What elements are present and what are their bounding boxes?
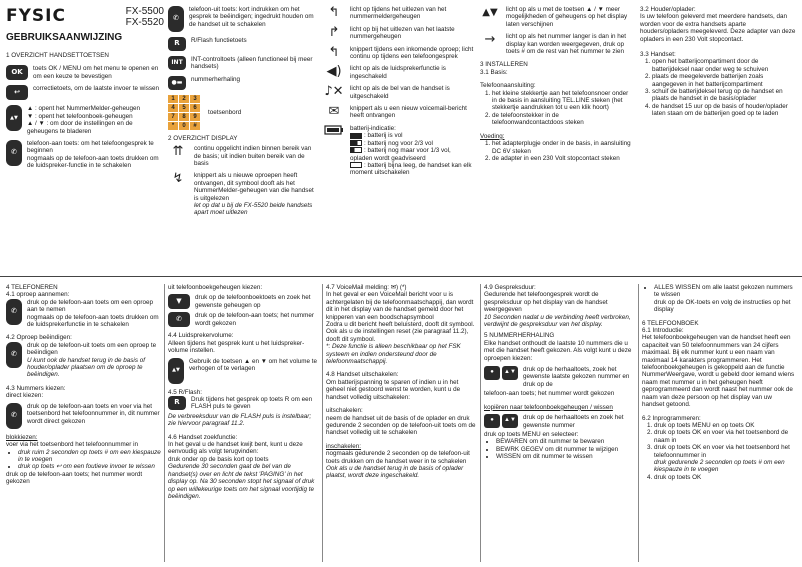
list-item: 1. het adapterplugje onder in de basis, in aansluiting DC 6V steken	[492, 140, 632, 155]
display-item	[324, 105, 474, 120]
section-3-1-heading: 3.1 Basis:	[480, 68, 508, 76]
block-dial-end: druk op de telefoon-aan toets; het nummer wordt gekozen	[6, 470, 143, 486]
section-4-9-heading: 4.9 Gespreksduur:	[484, 284, 536, 291]
signal-icon: ⇈	[172, 144, 184, 160]
block-dial-heading: blokkiezen:	[6, 433, 38, 441]
flash-text: Druk tijdens het gesprek op toets R om een FLASH puls te geven	[191, 396, 313, 411]
paging-text: In het geval u de handset kwijt bent, kunt u deze eenvoudig als volgt terugvinden: druk onder op de basis kort op toets	[168, 441, 303, 463]
direct-dial-text: druk op de telefoon-aan toets en voer via het toetsenbord het telefoonnummer in, dit nummer wordt direct gekozen	[27, 402, 160, 425]
section-4-5-heading: 4.5 R/Flash:	[168, 388, 202, 396]
display-note: let op dat u bij de FX-5520 beide handsets apart moet uitlezen	[194, 202, 313, 217]
key-desc: R/Flash functietoets	[191, 37, 247, 44]
display-item	[324, 26, 474, 41]
hangup-key-icon: ✆	[6, 342, 22, 368]
r-flash-key-icon: R	[168, 37, 186, 51]
key-desc: telefoon-uit toets: kort indrukken om het gesprek te beëindigen; ingedrukt houden om de handset uit te schakelen	[189, 6, 314, 28]
redial-step-text: druk op de herhaaltoets, zoek het gewenste laatste gekozen nummer en druk op de	[523, 366, 630, 388]
answer-text: druk op de telefoon-aan toets om een oproep aan te nemen nogmaals op de telefoon-aan toets drukken om de luidsprekerfunctie in te schakelen	[27, 298, 159, 329]
phonebook-dial-heading: uit telefoonboekgeheugen kiezen:	[168, 284, 263, 291]
section-4-4-heading: 4.4 Luidsprekervolume:	[168, 332, 234, 340]
battery-title: batterij-indicatie:	[350, 124, 396, 132]
display-desc: licht op als u met de toetsen ▲ / ▼ meer mogelijkheden of geheugens op het display laten verschijnen	[506, 6, 628, 28]
step-note: druk gedurende 2 seconden op toets # om een kiespauze in te voegen	[654, 458, 785, 474]
redial-key-icon: ●	[484, 414, 500, 428]
section-4-2-heading: 4.2 Oproep beëindigen:	[6, 334, 72, 342]
section-4-3-heading: 4.3 Nummers kiezen:	[6, 384, 66, 392]
bottom-column-2	[168, 284, 320, 564]
key-desc: INT-controltoets (alleen functioneel bij meer handsets)	[191, 56, 313, 71]
nav-key-icon: ▲▼	[502, 414, 518, 428]
ringer-off-icon: ♪✕	[324, 84, 344, 100]
program-steps	[642, 422, 796, 481]
battery-line-text: : batterij nog voor 2/3 vol	[364, 139, 433, 147]
flash-note: De verbreeksduur van de FLASH puls is instelbaar; zie hiervoor paragraaf 11.2.	[168, 412, 312, 428]
keypad-key: 3	[190, 95, 200, 103]
display-desc: continu opgelicht indien binnen bereik van de basis; uit indien buiten bereik van de basis	[194, 145, 312, 168]
direct-dial	[6, 403, 161, 429]
redial-key-icon: ●▬	[168, 76, 186, 90]
section-4-6-heading: 4.6 Handset zoekfunctie:	[168, 433, 238, 441]
copy-menu-text: druk op toets MENU en selecteer:	[484, 430, 579, 438]
battery-line-text: : batterij nog maar voor 1/3 vol, opladen wordt geadviseerd	[350, 147, 451, 162]
end-call-text: druk op de telefoon-uit toets om een oproep te beëindigen	[27, 341, 157, 357]
display-signal	[168, 145, 318, 167]
page-divider	[0, 276, 802, 277]
keypad-key: 6	[190, 104, 200, 112]
list-item: • BEWRK GEGEV om dit nummer te wijzigen	[496, 446, 634, 453]
page-title: GEBRUIKSAANWIJZING	[6, 32, 123, 43]
duration-note: 10 Seconden nadat u de verbinding heeft verbroken, verdwijnt de gespreksduur van het display.	[484, 313, 631, 329]
keypad-row	[168, 95, 318, 130]
keypad-key: 5	[179, 104, 189, 112]
speaker-icon: ◀)	[326, 64, 342, 80]
block-dial-bullets	[6, 449, 161, 471]
keypad-key: 0	[179, 122, 189, 130]
list-item: 2. de adapter in een 230 Volt stopcontact steken	[492, 155, 632, 162]
display-desc: licht op als het nummer langer is dan in het display kan worden weergegeven, druk op toets # om de rest van het nummer te zien	[506, 33, 627, 56]
display-desc: licht op bij het uitlezen van het laatste nummergeheugen	[350, 25, 455, 41]
list-item: 4. druk op toets OK	[654, 474, 796, 481]
display-desc: licht op als de bel van de handset is uitgeschakeld	[350, 85, 450, 100]
key-desc: ▲ : opent het NummerMelder-geheugen ▼ : opent het telefoonboek-geheugen ▲ / ▼ : om door de instellingen en de geheugens te bladeren	[27, 105, 140, 135]
display-desc: knippert als u nieuwe oproepen heeft ontvangen, dit symbool dooft als het NummerMelder-geheugen van die handset is uitgelezen	[194, 172, 314, 202]
clear-all-followup	[642, 299, 796, 314]
hangup-key-icon: ✆	[168, 6, 184, 32]
volume-text: Alleen tijdens het gesprek kunt u het luidspreker-volume instellen.	[168, 339, 305, 355]
missed-call-icon: ↯	[172, 171, 184, 187]
key-desc: nummerherhaling	[191, 75, 241, 83]
key-r-flash	[168, 37, 318, 51]
display-desc-wrap	[194, 172, 318, 216]
list-item: • BEWAREN om dit nummer te bewaren	[496, 438, 634, 445]
battery-indicator	[324, 125, 474, 177]
section-4-heading: 4 TELEFONEREN	[6, 284, 58, 291]
key-desc: correctietoets, om de laatste invoer te wissen	[33, 85, 159, 93]
display-desc: licht op als de luidsprekerfunctie is ingeschakeld	[350, 65, 446, 80]
display-desc: licht op tijdens het uitlezen van het nummermeldergeheugen	[350, 6, 447, 21]
section-4-1-heading: 4.1 oproep aannemen:	[6, 291, 70, 299]
section-1-heading: 1 OVERZICHT HANDSETTOETSEN	[6, 52, 109, 59]
direct-dial-heading: direct kiezen:	[6, 392, 44, 400]
step-text: druk op de telefoon-aan toets; het nummer wordt gekozen	[195, 312, 315, 327]
display-item-nav	[480, 6, 632, 28]
nav-key-icon: ▲▼	[502, 366, 518, 380]
switch-off-text: neem de handset uit de basis of de oplader en druk gedurende 2 seconden op de telefoon-uit toets om de handset volledig uit te schakelen	[326, 414, 476, 437]
section-2-heading: 2 OVERZICHT DISPLAY	[168, 134, 238, 142]
bottom-column-4	[484, 284, 634, 564]
display-missed-call	[168, 172, 318, 216]
section-6-2-heading: 6.2 Inprogrammeren:	[642, 414, 701, 422]
clear-all-bullet	[642, 284, 796, 299]
column-divider	[164, 284, 165, 562]
column-4	[480, 6, 632, 268]
section-3-2-text: Is uw telefoon geleverd met meerdere handsets, dan worden voor de extra handsets aparte houders/opladers meegeleverd. Deze adapter van deze opladers in een 230 Volt stopcontact.	[640, 13, 796, 43]
battery-line-two-thirds	[350, 140, 474, 147]
switch-on-heading: inschakelen:	[326, 442, 362, 450]
int-key-icon: INT	[168, 56, 186, 70]
incoming-call-icon: ↰	[328, 44, 340, 60]
model-numbers	[126, 6, 164, 28]
battery-one-third-icon	[350, 147, 362, 153]
phonebook-dial-step2	[168, 312, 320, 327]
section-3-heading: 3 INSTALLEREN	[480, 61, 528, 69]
key-desc: telefoon-aan toets: om het telefoongesprek te beginnen nogmaals op de telefoon-aan toets drukken om de luidspreker-functie in te schakelen	[27, 140, 159, 170]
arrow-right-icon: →	[484, 32, 496, 48]
bottom-column-5	[642, 284, 796, 564]
keypad-key: 2	[179, 95, 189, 103]
nav-key-icon: ▲▼	[6, 105, 22, 131]
display-item	[324, 65, 474, 80]
voicemail-text: In het geval er een VoiceMail bericht voor u is achtergelaten bij de telefoonmaatschappij, dan wordt dit in het display van de handset gemeld door het knipperen van een boodschapsymbool Zodra u dit bericht heeft beluisterd, dooft dit symbool. Ook als u de instellingen reset (zie paragraaf 11.2), dooft dit symbool.	[326, 291, 475, 343]
redial-keys	[484, 366, 518, 380]
section-3-3-heading: 3.3 Handset:	[640, 51, 676, 59]
handset-steps	[640, 58, 796, 117]
key-correction	[6, 85, 164, 100]
copy-step	[484, 414, 634, 429]
keypad-key: #	[190, 122, 200, 130]
switch-off-heading: uitschakelen:	[326, 407, 363, 415]
bottom-column-3	[326, 284, 478, 564]
switch-on-note: Ook als u de handset terug in de basis of oplader plaatst, wordt deze ingeschakeld.	[326, 464, 464, 480]
battery-desc-wrap	[350, 125, 474, 177]
list-item: 3. schuif de batterijdeksel terug op de handset en plaats de handset in de basis/oplader	[652, 88, 796, 103]
model-2: FX-5520	[125, 17, 164, 28]
nav-arrows-icon: ▲▼	[482, 7, 498, 18]
redial-step	[484, 366, 634, 388]
list-item: 2. de telefoonstekker in de telefoonwandcontactdoos steken	[492, 112, 632, 127]
power-steps	[480, 140, 632, 162]
key-ok-menu	[6, 65, 164, 80]
copy-step-text: druk op de herhaaltoets en zoek het gewenste nummer	[523, 414, 624, 429]
keypad-icon	[168, 95, 200, 130]
voeding-heading: Voeding:	[480, 132, 505, 140]
talk-key-icon: ✆	[6, 299, 22, 325]
talk-key-icon: ✆	[6, 140, 22, 166]
model-1: FX-5500	[125, 6, 164, 17]
column-divider	[480, 284, 481, 562]
step-text: druk op toets OK en voer via het toetsenbord het telefoonnummer in	[654, 444, 790, 459]
key-desc: toets OK / MENU om het menu te openen en om een keuze te bevestigen	[33, 65, 159, 80]
display-desc: knippert tijdens een inkomende oproep; licht continu op tijdens een telefoongesprek	[350, 45, 474, 61]
battery-line-empty	[350, 162, 474, 177]
column-2	[168, 6, 318, 268]
paging-note: Gedurende 30 seconden gaat de bel van de handset(s) over en licht de tekst 'PAGING' in het display op. Na 30 seconden stopt het signaal of druk op een willekeurige toets om het signaal voortijdig te beëindigen.	[168, 463, 315, 500]
key-redial	[168, 76, 318, 90]
key-talk	[6, 140, 164, 170]
battery-line-one-third	[350, 147, 474, 162]
duration-text: Gedurende het telefoongesprek wordt de gespreksduur op het display van de handset weergegeven	[484, 291, 608, 314]
copy-heading: kopiëren naar telefoonboekgeheugen / wissen	[484, 403, 613, 411]
talk-key-icon: ✆	[6, 403, 22, 429]
correction-key-icon: ↩	[6, 85, 28, 100]
nav-key-icon: ▲▼	[168, 358, 184, 384]
list-item: 2. druk op toets OK en voer via het toetsenbord de naam in	[654, 429, 796, 444]
battery-full-icon	[350, 133, 362, 139]
phonebook-dial-step1	[168, 294, 320, 309]
list-item: 1. open het batterijcompartiment door de batterijdeksel naar onder weg te schuiven	[652, 58, 796, 73]
key-navigation	[6, 105, 164, 135]
list-item: • ALLES WISSEN om alle laatst gekozen nummers te wissen	[654, 284, 796, 299]
volume-step	[168, 358, 320, 384]
display-item-arrow	[480, 33, 632, 55]
column-5	[640, 6, 796, 268]
column-divider	[322, 284, 323, 562]
volume-btn-text: Gebruik de toetsen ▲ en ▼ om het volume te verhogen of te verlagen	[189, 357, 317, 373]
display-desc: knippert als u een nieuw voicemail-bericht heeft ontvangen	[350, 105, 467, 120]
key-int	[168, 56, 318, 71]
column-divider	[638, 284, 639, 562]
list-item: • WISSEN om dit nummer te wissen	[496, 453, 634, 460]
keypad-key: 8	[179, 113, 189, 121]
column-3	[324, 6, 474, 268]
keypad-key: 7	[168, 113, 178, 121]
list-item	[654, 444, 796, 474]
battery-line-full	[350, 132, 474, 139]
list-item: • druk op toets ↩ om een foutieve invoer te wissen	[18, 463, 161, 470]
list-item: 2. plaats de meegeleverde batterijen zoals aangegeven in het batterijcompartiment	[652, 73, 796, 88]
key-hangup	[168, 6, 318, 32]
flash-step	[168, 396, 320, 411]
section-6-heading: 6 TELEFOONBOEK	[642, 319, 699, 327]
keypad-key: *	[168, 122, 178, 130]
voicemail-note: *: Deze functie is alleen beschikbaar op het FSK systeem en indien ondersteund door de telefoonmaatschappij.	[326, 343, 461, 366]
list-item: 1. het kleine stekkertje aan het telefoonsnoer onder in de basis in aansluiting TEL.LINE steken (het stekkertje aandrukken tot u een klik hoort)	[492, 90, 632, 112]
keypad-key: 4	[168, 104, 178, 112]
tel-steps	[480, 90, 632, 127]
block-dial-text: voer via het toetsenbord het telefoonnummer in	[6, 441, 138, 449]
battery-empty-icon	[350, 162, 362, 168]
redial-end: telefoon-aan toets; het nummer wordt gekozen	[484, 390, 615, 398]
battery-line-text: : batterij is vol	[364, 132, 403, 140]
section-4-8-heading: 4.8 Handset uitschakelen:	[326, 371, 399, 379]
phonebook-key-icon: ▼	[168, 294, 190, 309]
display-item	[324, 46, 474, 61]
redial-text: Elke handset onthoudt de laatste 10 nummers die u met die handset heeft gekozen. Als volgt kunt u deze oproepen kiezen:	[484, 339, 632, 362]
battery-line-text: : batterij bijna leeg, de handset kan elk moment uitschakelen	[350, 161, 472, 177]
copy-bullets	[484, 438, 634, 460]
keypad-key: 1	[168, 95, 178, 103]
phonebook-read-icon: ↱	[328, 24, 340, 40]
call-in-progress-icon: ↰	[328, 6, 340, 20]
section-4-7-heading: 4.7 VoiceMail melding: ✉) (*)	[326, 284, 407, 291]
end-call-wrap	[27, 342, 161, 379]
phonebook-intro-text: Het telefoonboekgeheugen van de handset heeft een capaciteit van 50 telefoonnummers van 24 cijfers maximaal. Bij elk nummer kunt u een naam van maximaal 14 karakters programmeren. Het telefoonboekgeheugen is gekoppeld aan de functie NummerWeergave, wordt u gebeld door iemand wiens naam met nummer u in het geheugen heeft geprogrammeerd dan wordt naast het nummer ook de naam van deze persoon op het display van uw handset getoond.	[642, 334, 795, 409]
r-flash-key-icon: R	[168, 396, 186, 410]
ok-menu-key-icon: OK	[6, 65, 28, 80]
list-item: druk op de OK-toets en volg de instructies op het display	[654, 298, 791, 314]
list-item: 1. druk op toets MENU en op toets OK	[654, 422, 796, 429]
answer-call	[6, 299, 161, 329]
keypad-label: toetsenbord	[208, 108, 242, 116]
switch-off-intro: Om batterijspanning te sparen of indien u in het geheel niet gestoord wenst te worden, kunt u de handset volledig uitschakelen:	[326, 378, 461, 401]
step-text: druk op de telefoonboektoets en zoek het gewenste geheugen op	[195, 294, 311, 309]
fysic-logo: FYSIC	[6, 6, 66, 26]
voicemail-icon: ✉	[328, 104, 340, 120]
list-item: 4. de handset 15 uur op de basis of houder/oplader laten staan om de batterijen goed op te laden	[652, 103, 796, 118]
list-item: • druk ruim 2 seconden op toets # om een kiespauze in te voegen	[18, 449, 161, 464]
end-call-note: U kunt ook de handset terug in de basis of houder/oplader plaatsen om de oproep te beëindigen.	[27, 356, 145, 379]
redial-key-icon: ●	[484, 366, 500, 380]
talk-key-icon: ✆	[168, 312, 190, 327]
bottom-column-1	[6, 284, 161, 564]
section-5-heading: 5 NUMMERHERHALING	[484, 332, 555, 340]
copy-keys	[484, 414, 518, 428]
display-item	[324, 85, 474, 100]
section-3-2-heading: 3.2 Houder/oplader:	[640, 6, 696, 13]
battery-two-thirds-icon	[350, 140, 362, 146]
tel-conn-heading: Telefoonaansluiting:	[480, 82, 536, 90]
end-call	[6, 342, 161, 379]
keypad-key: 9	[190, 113, 200, 121]
column-1	[6, 6, 164, 268]
battery-icon	[324, 125, 344, 139]
section-6-1-heading: 6.1 Introductie:	[642, 327, 684, 335]
switch-on-text: nogmaals gedurende 2 seconden op de telefoon-uit toets drukken om de handset weer in te schakelen	[326, 450, 470, 465]
display-item	[324, 6, 474, 21]
